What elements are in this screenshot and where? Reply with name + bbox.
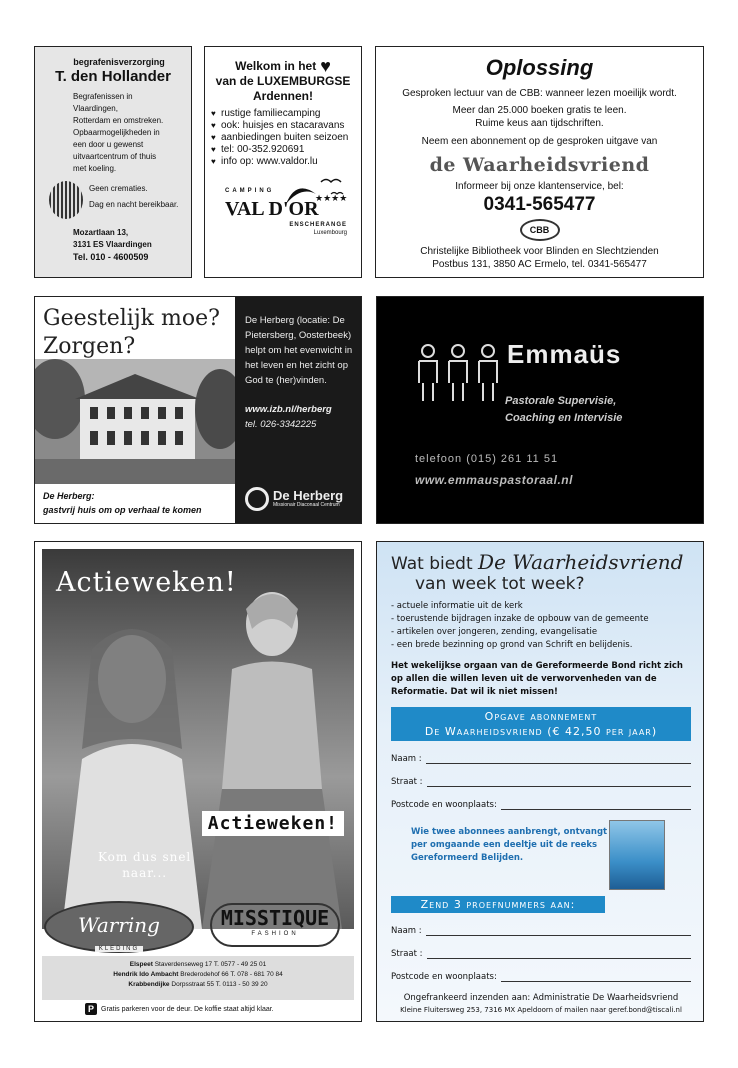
trial-city-field[interactable] bbox=[391, 962, 691, 982]
ad-oplossing bbox=[375, 46, 704, 278]
text-line: Informeer bij onze klantenservice, bel: bbox=[455, 181, 624, 192]
body-line: een door u gewenst bbox=[73, 140, 144, 149]
parking-icon: P bbox=[85, 1003, 97, 1015]
logo-subtitle: KLEDING bbox=[95, 946, 143, 952]
ad-herberg bbox=[34, 296, 362, 524]
ad-sidebar bbox=[235, 297, 362, 523]
text-line: Postbus 131, 3850 AC Ermelo, tel. 0341-565477 bbox=[432, 259, 647, 270]
logo-camping: CAMPING bbox=[225, 188, 275, 194]
field-label: Naam : bbox=[391, 754, 422, 764]
ad-actieweken bbox=[34, 541, 362, 1022]
stars-icon: ★★★★ bbox=[315, 193, 348, 203]
store-addresses bbox=[42, 956, 354, 1000]
field-label: Straat : bbox=[391, 949, 423, 959]
heading-line: Ardennen! bbox=[253, 89, 313, 103]
field-line[interactable] bbox=[501, 972, 691, 982]
body-line: Vlaardingen, bbox=[73, 104, 118, 113]
address-line bbox=[42, 980, 354, 990]
list-item: - actuele informatie uit de kerk bbox=[391, 600, 691, 613]
ad-title-line2: van week tot week? bbox=[415, 574, 585, 594]
body-line: Rotterdam en omstreken. bbox=[73, 116, 164, 125]
cta-line: Kom dus snel bbox=[98, 850, 192, 864]
herberg-logo bbox=[245, 487, 343, 511]
footer-line: Ongefrankeerd inzenden aan: Administratie De Waarheidsvriend bbox=[403, 993, 679, 1003]
name-field[interactable] bbox=[391, 744, 691, 764]
phone-number: tel. 026-3342225 bbox=[245, 419, 317, 430]
ad-notes bbox=[45, 181, 181, 219]
cbb-logo-icon: CBB bbox=[520, 219, 560, 241]
ad-title: Oplossing bbox=[485, 55, 594, 80]
logo-name: Warring bbox=[78, 913, 160, 937]
ad-title bbox=[391, 550, 691, 574]
ad-tagline bbox=[43, 489, 202, 517]
list-item: - een brede bezinning op grond van Schrift en belijdenis. bbox=[391, 639, 691, 652]
ad-address bbox=[73, 227, 181, 263]
subscribe-band bbox=[391, 707, 691, 741]
body-line: uitvaartcentrum of thuis bbox=[73, 152, 157, 161]
band-line: Opgave abonnement bbox=[484, 710, 598, 723]
list-item: - artikelen over jongeren, zending, evangelisatie bbox=[391, 626, 691, 639]
text-line: Gesproken lectuur van de CBB: wanneer lezen moeilijk wordt. bbox=[402, 88, 677, 99]
address-line: Mozartlaan 13, bbox=[73, 228, 129, 237]
list-item: ♥ tel: 00-352.920691 bbox=[211, 144, 355, 156]
misstique-logo bbox=[210, 903, 340, 947]
city-field[interactable] bbox=[391, 790, 691, 810]
text-line: Ruime keus aan tijdschriften. bbox=[475, 118, 604, 129]
ad-body: De Herberg (locatie: De Pietersberg, Oosterbeek) helpt om het evenwicht in het leven en het zicht op God te (her)vinden. bbox=[245, 315, 353, 386]
text-line: Meer dan 25.000 boeken gratis te leen. bbox=[452, 105, 627, 116]
promo-text: Wie twee abonnees aanbrengt, ontvangt per omgaande een deeltje uit de reeks Gereformeerd Belijden. bbox=[411, 827, 608, 863]
headline-line: Geestelijk moe? bbox=[43, 306, 220, 331]
emblem-icon bbox=[49, 181, 83, 219]
street-field[interactable] bbox=[391, 767, 691, 787]
ad-call-to-action bbox=[98, 849, 191, 881]
field-line[interactable] bbox=[426, 754, 691, 764]
parking-note bbox=[85, 1003, 274, 1015]
ad-headline: Actieweken! bbox=[56, 567, 237, 598]
ad-emmaus bbox=[376, 296, 704, 524]
list-item: ♥ aanbiedingen buiten seizoen bbox=[211, 132, 355, 144]
trial-name-field[interactable] bbox=[391, 916, 691, 936]
model-left bbox=[62, 609, 202, 929]
ad-valdor bbox=[204, 46, 362, 278]
parking-text: Gratis parkeren voor de deur. De koffie staat altijd klaar. bbox=[101, 1005, 274, 1013]
note-line: Dag en nacht bereikbaar. bbox=[89, 200, 179, 209]
footer-line: Kleine Fluitersweg 253, 7316 MX Apeldoorn of mailen naar geref.bond@tiscali.nl bbox=[400, 1006, 682, 1014]
address-detail: Brederodehof 66 T. 078 - 681 70 84 bbox=[180, 971, 283, 978]
subtitle-line: Coaching en Intervisie bbox=[505, 412, 623, 424]
subtitle-line: Pastorale Supervisie, bbox=[505, 395, 617, 407]
note-line: Geen crematies. bbox=[89, 184, 148, 193]
warring-logo bbox=[44, 901, 194, 953]
trial-band: Zend 3 proefnummers aan: bbox=[391, 896, 605, 913]
website-link[interactable]: www.izb.nl/herberg bbox=[245, 404, 332, 415]
field-label: Postcode en woonplaats: bbox=[391, 800, 497, 810]
field-line[interactable] bbox=[427, 949, 691, 959]
headline-line: Zorgen? bbox=[43, 334, 136, 359]
body-line: Begrafenissen in bbox=[73, 92, 133, 101]
publication-name: De Waarheidsvriend bbox=[478, 550, 684, 574]
address-line bbox=[42, 960, 354, 970]
ad-waarheidsvriend bbox=[376, 541, 704, 1022]
phone-number: 0341-565477 bbox=[483, 194, 596, 215]
ad-hollander bbox=[34, 46, 192, 278]
trial-street-field[interactable] bbox=[391, 939, 691, 959]
field-label: Postcode en woonplaats: bbox=[391, 972, 497, 982]
ad-subtitle bbox=[505, 393, 622, 427]
field-label: Straat : bbox=[391, 777, 423, 787]
list-item: ♥ ook: huisjes en stacaravans bbox=[211, 120, 355, 132]
figures-icon bbox=[413, 343, 503, 403]
logo-name: VAL D'OR bbox=[225, 198, 319, 220]
field-line[interactable] bbox=[426, 926, 691, 936]
ad-kicker: begrafenisverzorging bbox=[73, 57, 165, 67]
tagline-line: De Herberg: bbox=[43, 491, 95, 501]
logo-place: ENSCHERANGE bbox=[289, 222, 347, 228]
logo-subtitle: FASHION bbox=[251, 931, 299, 937]
field-label: Naam : bbox=[391, 926, 422, 936]
phone-number: telefoon (015) 261 11 51 bbox=[415, 453, 559, 465]
address-place: Hendrik Ido Ambacht bbox=[113, 971, 179, 978]
fashion-photo bbox=[42, 549, 354, 929]
list-item: ♥ info op: www.valdor.lu bbox=[211, 156, 355, 168]
ad-headline-secondary: Actieweken! bbox=[202, 811, 344, 836]
body-line: met koeling. bbox=[73, 164, 117, 173]
logo-name: De Herberg bbox=[273, 488, 344, 503]
list-item: - toerustende bijdragen inzake de opbouw van de gemeente bbox=[391, 613, 691, 626]
text-line: Christelijke Bibliotheek voor Blinden en Slechtzienden bbox=[420, 246, 659, 257]
phone-number: Tel. 010 - 4600509 bbox=[73, 252, 149, 262]
house-photo bbox=[35, 359, 235, 484]
cta-line: naar... bbox=[122, 866, 168, 880]
ad-body bbox=[73, 91, 181, 175]
band-line: De Waarheidsvriend (€ 42,50 per jaar) bbox=[424, 725, 658, 738]
ad-heading bbox=[211, 56, 355, 104]
heading-line: van de LUXEMBURGSE bbox=[215, 74, 351, 88]
text-line: Neem een abonnement op de gesproken uitgave van bbox=[421, 136, 658, 147]
body-line: Opbaarmogelijkheden in bbox=[73, 128, 160, 137]
address-place: Elspeet bbox=[129, 961, 153, 968]
model-right bbox=[192, 569, 352, 929]
field-line[interactable] bbox=[501, 800, 691, 810]
promo bbox=[391, 820, 691, 890]
logo-name: MISSTIQUE bbox=[220, 906, 330, 930]
feature-list bbox=[211, 108, 355, 168]
title-prefix: Wat biedt bbox=[391, 554, 473, 574]
book-cover-image bbox=[609, 820, 665, 890]
address-detail: Dorpsstraat 55 T. 0113 - 50 39 20 bbox=[171, 981, 268, 988]
publication-name: de Waarheidsvriend bbox=[429, 154, 650, 176]
logo-subtitle: Missionair Diaconaal Centrum bbox=[273, 502, 340, 508]
benefits-list bbox=[391, 600, 691, 652]
heart-icon: ♥ bbox=[320, 56, 331, 76]
field-line[interactable] bbox=[427, 777, 691, 787]
website-link[interactable]: www.emmauspastoraal.nl bbox=[415, 473, 573, 487]
heading-line: Welkom in het bbox=[235, 59, 317, 73]
herberg-logo-icon bbox=[245, 487, 269, 511]
camping-logo bbox=[211, 174, 355, 244]
list-item: ♥ rustige familiecamping bbox=[211, 108, 355, 120]
ad-title: Emmaüs bbox=[507, 339, 622, 369]
store-logos bbox=[42, 895, 354, 953]
tagline-line: gastvrij huis om op verhaal te komen bbox=[43, 505, 202, 515]
address-place: Krabbendijke bbox=[128, 981, 170, 988]
ad-company-name: T. den Hollander bbox=[55, 68, 171, 85]
logo-country: Luxembourg bbox=[313, 230, 347, 236]
address-line: 3131 ES Vlaardingen bbox=[73, 240, 152, 249]
address-detail: Staverdenseweg 17 T. 0577 - 49 25 01 bbox=[154, 961, 267, 968]
address-line bbox=[42, 970, 354, 980]
ad-statement: Het wekelijkse orgaan van de Gereformeerde Bond richt zich op allen die willen leven uit de verworvenheden van de Reformatie. Dat wil ik niet missen! bbox=[391, 661, 683, 697]
